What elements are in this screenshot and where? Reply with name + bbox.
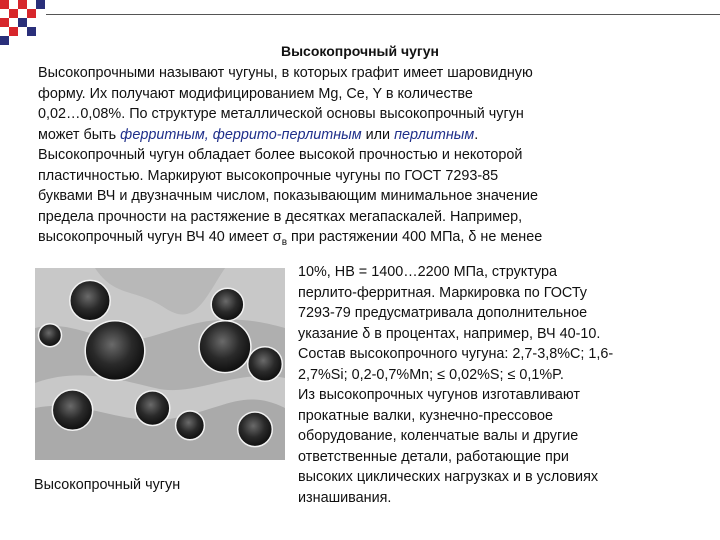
text-line: пластичностью. Маркируют высокопрочные чугуны по ГОСТ 7293-85 — [38, 167, 499, 184]
graphite-nodule — [238, 412, 273, 447]
graphite-nodule — [248, 347, 283, 382]
text-line: прокатные валки, кузнечно-прессовое — [298, 407, 554, 424]
corner-checker-decoration — [0, 0, 60, 46]
text-line: Состав высокопрочного чугуна: 2,7-3,8%С; 1,6- — [298, 346, 614, 362]
text-fragment: при растяжении 400 МПа, δ не менее — [287, 229, 543, 245]
graphite-nodule — [211, 288, 244, 321]
text-line — [38, 227, 686, 253]
text-fragment: или — [361, 126, 395, 143]
image-caption: Высокопрочный чугун — [34, 477, 181, 493]
text-line: 7293-79 предусматривала дополнительное — [298, 305, 588, 321]
text-line: Высокопрочный чугун обладает более высокой прочностью и некоторой — [38, 147, 523, 163]
graphite-nodule — [199, 321, 251, 373]
text-line: форму. Их получают модифицированием Mg, Ce, Y в количестве — [38, 85, 473, 102]
emphasis-structures: ферритным, феррито-перлитным — [120, 126, 362, 143]
micrograph-image — [35, 268, 285, 460]
emphasis-pearlitic: перлитным — [394, 126, 475, 143]
text-line: ответственные детали, работающие при — [298, 448, 569, 465]
text-line: Высокопрочными называют чугуны, в которых графит имеет шаровидную — [38, 65, 533, 81]
graphite-nodule — [135, 391, 170, 426]
sigma-subscript: в — [281, 236, 287, 248]
graphite-nodule — [176, 411, 205, 440]
graphite-nodule — [70, 280, 110, 320]
text-line: предела прочности на растяжение в десятках мегапаскалей. Например, — [38, 208, 523, 225]
text-line: оборудование, коленчатые валы и другие — [298, 428, 579, 444]
intro-text — [38, 63, 686, 253]
text-line: перлито-ферритная. Маркировка по ГОСТу — [298, 284, 588, 301]
text-line: Из высокопрочных чугунов изготавливают — [298, 387, 580, 403]
header-rule — [46, 14, 720, 15]
graphite-nodule — [85, 321, 145, 381]
text-line: изнашивания. — [298, 489, 392, 506]
text-line: буквами ВЧ и двузначным числом, показывающим минимальное значение — [38, 188, 539, 204]
text-fragment: может быть — [38, 126, 121, 143]
right-text — [298, 262, 689, 508]
graphite-nodule — [39, 324, 62, 347]
micrograph-svg — [35, 268, 285, 460]
text-line: указание δ в процентах, например, ВЧ 40-10. — [298, 325, 601, 342]
text-line: 0,02…0,08%. По структуре металлической основы высокопрочный чугун — [38, 106, 524, 122]
text-line: высоких циклических нагрузках и в условиях — [298, 469, 599, 485]
slide-title: Высокопрочный чугун — [280, 43, 439, 59]
text-line: 10%, НВ = 1400…2200 МПа, структура — [298, 264, 558, 280]
text-fragment: . — [474, 126, 479, 143]
graphite-nodule — [52, 390, 92, 430]
text-line: 2,7%Si; 0,2-0,7%Mn; ≤ 0,02%S; ≤ 0,1%P. — [298, 366, 564, 383]
text-line — [38, 125, 686, 146]
text-fragment: высокопрочный чугун ВЧ 40 имеет σ — [38, 229, 282, 245]
